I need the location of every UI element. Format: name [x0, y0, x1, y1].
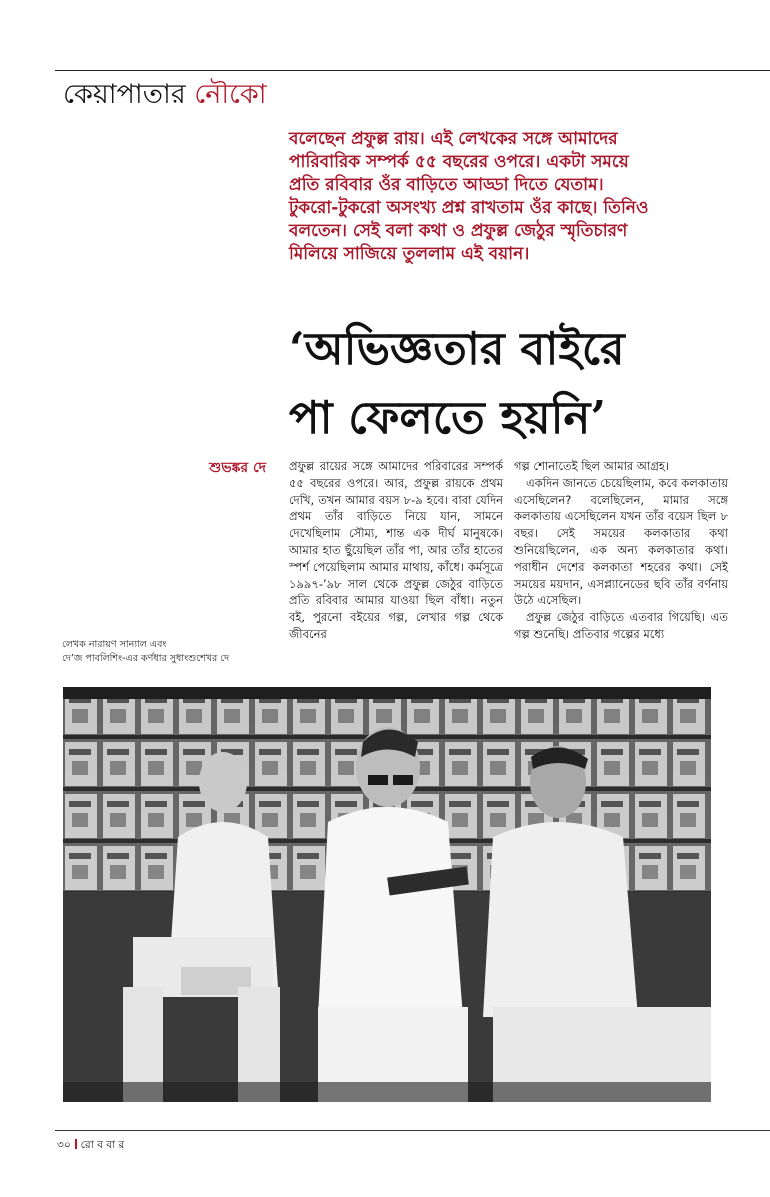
- body-paragraph: গল্প শোনাতেই ছিল আমার আগ্রহ।: [514, 459, 670, 473]
- body-column-1: [289, 458, 503, 643]
- intro-line: মিলিয়ে সাজিয়ে তুললাম এই বয়ান।: [289, 244, 530, 264]
- intro-line: টুকরো-টুকরো অসংখ্য প্রশ্ন রাখতাম ওঁর কাছে। তিনিও: [289, 198, 649, 218]
- magazine-name: রো ব বা র: [80, 1139, 125, 1151]
- page-number: ৩০: [57, 1139, 71, 1151]
- body-paragraph: একদিন জানতে চেয়েছিলাম, কবে কলকাতায় এসেছিলেন? বলেছিলেন, মামার সঙ্গে কলকাতায় এসেছিলেন যখন তাঁর বয়েস ছিল ৮ বছর। সেই সময়ের কলকাতার কথা শুনিয়েছিলেন, এক অন্য কলকাতার কথা। পরাধীন দেশের কলকাতা শহরের কথা। সেই সময়ের ময়দান, এসপ্ল্যানেডের ছবি তাঁর বর্ণনায় উঠে এসেছিল।: [514, 475, 728, 608]
- top-rule: [55, 70, 770, 71]
- author-byline: শুভঙ্কর দে: [209, 460, 266, 476]
- headline-line-2: পা ফেলতে হয়নি’: [289, 391, 606, 444]
- caption-line: লেখক নারায়ণ সান্যাল এবং: [62, 639, 167, 650]
- bottom-rule: [55, 1130, 770, 1131]
- photo-illustration: [63, 687, 711, 1102]
- article-headline: [289, 314, 749, 452]
- body-paragraph: প্রফুল্ল জেঠুর বাড়িতে এতবার গিয়েছি। এত গল্প শুনেছি। প্রতিবার গল্পের মধ্যে: [514, 610, 728, 641]
- column-title-main: কেয়াপাতার: [63, 79, 195, 110]
- body-paragraph: প্রফুল্ল রায়ের সঙ্গে আমাদের পরিবারের সম্পর্ক ৫৫ বছরের ওপরে। আর, প্রফুল্ল রায়কে প্রথম দেখি, তখন আমার বয়স ৮-৯ হবে। বাবা যেদিন প্রথম তাঁর বাড়িতে নিয়ে যান, সামনে দেখেছিলাম সৌম্য, শান্ত এক দীর্ঘ মানুষকে। আমার হাত ছুঁয়েছিল তাঁর পা, আর তাঁর হাতের স্পর্শ পেয়েছিলাম আমার মাথায়, কাঁধে। কর্মসূত্রে ১৯৯৭-’৯৮ সাল থেকে প্রফুল্ল জেঠুর বাড়িতে প্রতি রবিবার আমার যাওয়া ছিল বাঁধা। নতুন বই, পুরনো বইয়ের গল্প, লেখার গল্প থেকে জীবনের: [289, 459, 503, 641]
- photo-caption: [62, 638, 272, 666]
- intro-line: বলেছেন প্রফুল্ল রায়। এই লেখকের সঙ্গে আমাদের: [289, 129, 618, 149]
- intro-line: প্রতি রবিবার ওঁর বাড়িতে আড্ডা দিতে যেতাম।: [289, 175, 604, 195]
- page-footer: [57, 1138, 124, 1155]
- caption-line: দে’জ পাবলিশিং-এর কর্ণধার সুধাংশুশেখর দে: [62, 653, 230, 664]
- headline-line-1: ‘অভিজ্ঞতার বাইরে: [289, 322, 625, 375]
- body-column-2: [514, 458, 728, 643]
- intro-line: পারিবারিক সম্পর্ক ৫৫ বছরের ওপরে। একটা সময়ে: [289, 152, 629, 172]
- column-title: [63, 78, 267, 112]
- intro-line: বলতেন। সেই বলা কথা ও প্রফুল্ল জেঠুর স্মৃতিচারণ: [289, 221, 628, 241]
- bookshop-photo: [63, 687, 711, 1102]
- column-title-accent: নৌকো: [194, 79, 267, 110]
- footer-separator: [75, 1139, 77, 1149]
- intro-paragraph: [289, 128, 729, 266]
